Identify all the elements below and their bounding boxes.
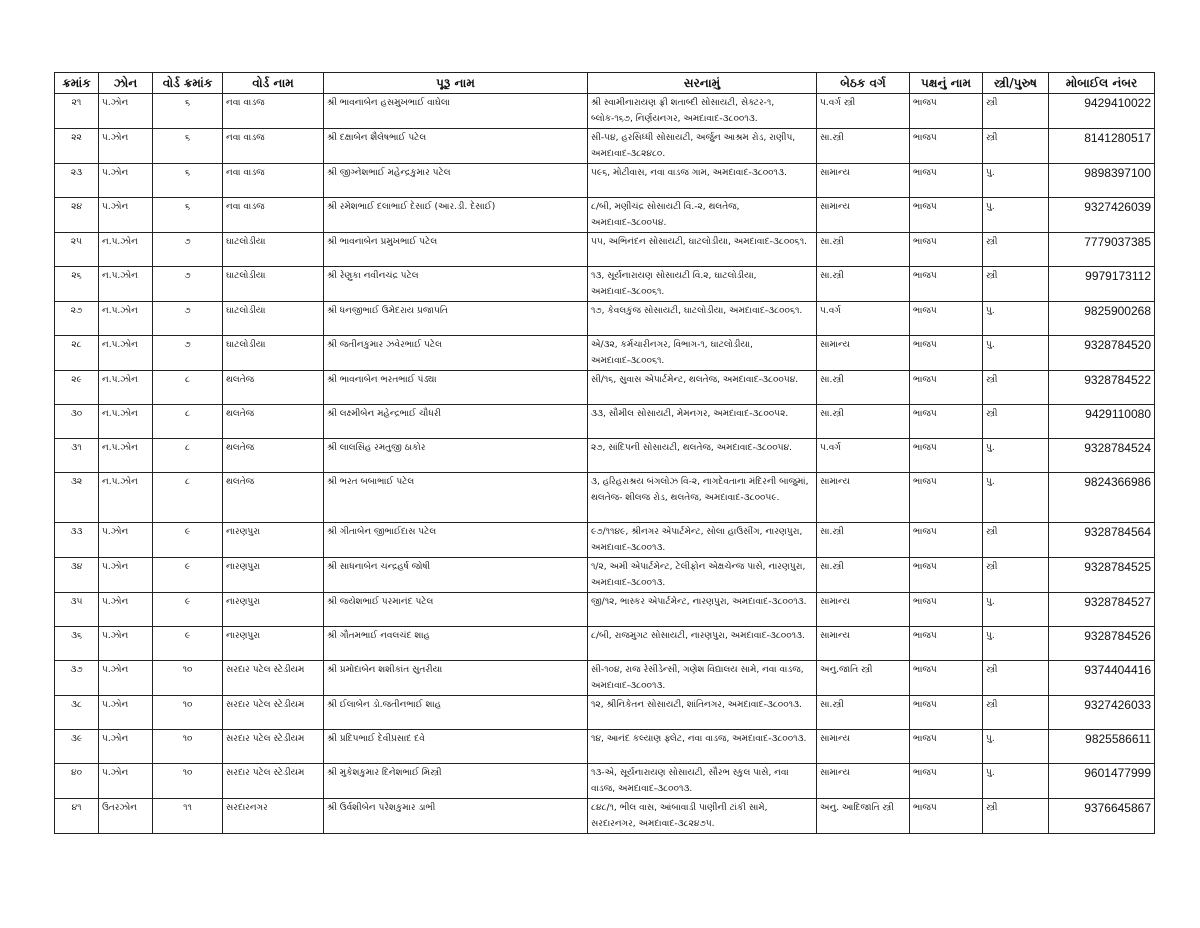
table-row [55, 661, 1155, 696]
cell-gender: સ્ત્રી [983, 371, 1049, 405]
table-row [55, 627, 1155, 661]
cell-gender: પુ. [983, 336, 1049, 371]
cell-full-name: શ્રી ગૌતમભાઈ નવલચંદ શાહ [324, 627, 588, 661]
cell-seat-category: સા.સ્ત્રી [817, 523, 910, 558]
col-header-ward-name: વોર્ડ નામ [223, 73, 324, 94]
cell-zone: ઉતરઝોન [99, 799, 153, 834]
col-header-gender: સ્ત્રી/પુરુષ [983, 73, 1049, 94]
cell-full-name: શ્રી દક્ષાબેન શૈલેષભાઈ પટેલ [324, 129, 588, 164]
cell-serial: ૩૬ [55, 627, 99, 661]
cell-seat-category: સામાન્ય [817, 164, 910, 198]
cell-address: સી-૫૪, હરસિધ્ધી સોસાયટી, અર્જુન આશ્રમ રોડ, રાણીપ, અમદાવાદ-૩૮૨૪૮૦. [588, 129, 817, 164]
cell-ward-no: ૮ [153, 439, 223, 473]
col-header-ward-no: વોર્ડ ક્રમાંક [153, 73, 223, 94]
cell-ward-name: નારણપુરા [223, 593, 324, 627]
cell-ward-no: ૧૧ [153, 799, 223, 834]
cell-ward-name: થલતેજ [223, 405, 324, 439]
cell-zone: ન.પ.ઝોન [99, 405, 153, 439]
cell-serial: ૩૮ [55, 696, 99, 730]
cell-party: ભાજપ [910, 164, 983, 198]
cell-full-name: શ્રી ગીતાબેન જીભાઈદાસ પટેલ [324, 523, 588, 558]
cell-seat-category: પ.વર્ગ સ્ત્રી [817, 94, 910, 129]
cell-gender: સ્ત્રી [983, 799, 1049, 834]
cell-address: ૧૨, શ્રીનિકેતન સોસાયટી, શાંતિનગર, અમદાવાદ-૩૮૦૦૧૩. [588, 696, 817, 730]
cell-party: ભાજપ [910, 627, 983, 661]
cell-seat-category: સામાન્ય [817, 730, 910, 764]
cell-party: ભાજપ [910, 593, 983, 627]
cell-mobile: 9824366986 [1049, 473, 1155, 523]
cell-mobile: 9328784527 [1049, 593, 1155, 627]
cell-gender: પુ. [983, 593, 1049, 627]
cell-zone: પ.ઝોન [99, 129, 153, 164]
cell-ward-no: ૮ [153, 473, 223, 523]
cell-serial: ૪૧ [55, 799, 99, 834]
cell-address: ૫૫, અભિનંદન સોસાયટી, ઘાટલોડીયા, અમદાવાદ-૩૮૦૦૬૧. [588, 233, 817, 267]
cell-ward-no: ૧૦ [153, 730, 223, 764]
cell-zone: પ.ઝોન [99, 558, 153, 593]
table-row [55, 94, 1155, 129]
cell-party: ભાજપ [910, 267, 983, 302]
cell-mobile: 9601477999 [1049, 764, 1155, 799]
cell-gender: સ્ત્રી [983, 523, 1049, 558]
cell-gender: સ્ત્રી [983, 405, 1049, 439]
cell-seat-category: સા.સ્ત્રી [817, 129, 910, 164]
cell-address: ૧૩, સૂર્યનારાયણ સોસાયટી વિ.૨, ઘાટલોડીયા, અમદાવાદ-૩૮૦૦૬૧. [588, 267, 817, 302]
cell-mobile: 9328784564 [1049, 523, 1155, 558]
cell-mobile: 9825900268 [1049, 302, 1155, 336]
cell-ward-no: ૧૦ [153, 661, 223, 696]
cell-mobile: 9328784526 [1049, 627, 1155, 661]
cell-address: જી/૧૨, ભાસ્કર એપાર્ટમેન્ટ, નારણપુરા, અમદાવાદ-૩૮૦૦૧૩. [588, 593, 817, 627]
cell-ward-name: થલતેજ [223, 371, 324, 405]
cell-party: ભાજપ [910, 371, 983, 405]
cell-full-name: શ્રી ભાવનાબેન પ્રમુખભાઈ પટેલ [324, 233, 588, 267]
table-row [55, 523, 1155, 558]
cell-address: ૩૩, સૌમીલ સોસાયટી, મેમનગર, અમદાવાદ-૩૮૦૦૫૨. [588, 405, 817, 439]
cell-party: ભાજપ [910, 473, 983, 523]
cell-mobile: 9328784520 [1049, 336, 1155, 371]
cell-serial: ૨૩ [55, 164, 99, 198]
cell-mobile: 9328784525 [1049, 558, 1155, 593]
cell-serial: ૩૯ [55, 730, 99, 764]
col-header-address: સરનામું [588, 73, 817, 94]
cell-address: એ/૩૨, કર્મચારીનગર, વિભાગ-૧, ઘાટલોડીયા, અમદાવાદ-૩૮૦૦૬૧. [588, 336, 817, 371]
cell-mobile: 9979173112 [1049, 267, 1155, 302]
cell-serial: ૨૧ [55, 94, 99, 129]
cell-zone: પ.ઝોન [99, 661, 153, 696]
cell-full-name: શ્રી લાલસિંહ રમતુજી ઠાકોર [324, 439, 588, 473]
table-row [55, 473, 1155, 523]
cell-ward-name: થલતેજ [223, 473, 324, 523]
table-row [55, 799, 1155, 834]
cell-zone: પ.ઝોન [99, 730, 153, 764]
cell-seat-category: સા.સ્ત્રી [817, 405, 910, 439]
cell-mobile: 9825586611 [1049, 730, 1155, 764]
cell-gender: સ્ત્રી [983, 267, 1049, 302]
cell-party: ભાજપ [910, 233, 983, 267]
cell-address: ૧૪, આનંદ કલ્યાણ ફ્લેટ, નવા વાડજ, અમદાવાદ-૩૮૦૦૧૩. [588, 730, 817, 764]
cell-full-name: શ્રી લક્ષ્મીબેન મહેન્દ્રભાઈ ચૌધરી [324, 405, 588, 439]
cell-ward-name: નારણપુરા [223, 627, 324, 661]
cell-party: ભાજપ [910, 799, 983, 834]
cell-full-name: શ્રી ભાવનાબેન ભરતભાઈ પંડ્યા [324, 371, 588, 405]
cell-zone: ન.પ.ઝોન [99, 233, 153, 267]
table-row [55, 558, 1155, 593]
table-row [55, 129, 1155, 164]
cell-ward-no: ૬ [153, 164, 223, 198]
cell-seat-category: સામાન્ય [817, 473, 910, 523]
cell-full-name: શ્રી ભાવનાબેન હસમુખભાઈ વાઘેલા [324, 94, 588, 129]
cell-seat-category: સામાન્ય [817, 627, 910, 661]
cell-address: ૩, હરિહરાશ્રય બંગલોઝ વિ-૨, નાગદેવતાના મંદિરની બાજુમાં, થલતેજ- શીલજ રોડ, થલતેજ, અમદાવાદ-૩૮૦૦૫૯. [588, 473, 817, 523]
cell-address: ૨૭, સાંદિપની સોસાયટી, થલતેજ, અમદાવાદ-૩૮૦૦૫૪. [588, 439, 817, 473]
col-header-serial: ક્રમાંક [55, 73, 99, 94]
cell-serial: ૩૦ [55, 405, 99, 439]
cell-ward-no: ૬ [153, 94, 223, 129]
cell-ward-name: ઘાટલોડીયા [223, 302, 324, 336]
cell-party: ભાજપ [910, 94, 983, 129]
cell-gender: પુ. [983, 164, 1049, 198]
cell-mobile: 9328784524 [1049, 439, 1155, 473]
cell-ward-name: નારણપુરા [223, 558, 324, 593]
cell-seat-category: અનુ. આદિજાતિ સ્ત્રી [817, 799, 910, 834]
cell-mobile: 9327426033 [1049, 696, 1155, 730]
cell-mobile: 9898397100 [1049, 164, 1155, 198]
cell-zone: પ.ઝોન [99, 164, 153, 198]
cell-address: શ્રી સ્વામીનારાયણ ફ્રી શતાબ્દી સોસાયટી, સેક્ટર-૧, બ્લોક-૧૬૭, નિર્ણયનગર, અમદાવાદ-૩૮૦૦૧૩. [588, 94, 817, 129]
cell-serial: ૨૪ [55, 198, 99, 233]
cell-zone: ન.પ.ઝોન [99, 267, 153, 302]
table-row [55, 233, 1155, 267]
cell-ward-no: ૭ [153, 233, 223, 267]
cell-party: ભાજપ [910, 302, 983, 336]
cell-address: ૮/બી, રાજમુગટ સોસાયટી, નારણપુરા, અમદાવાદ-૩૮૦૦૧૩. [588, 627, 817, 661]
cell-ward-name: નવા વાડજ [223, 94, 324, 129]
cell-party: ભાજપ [910, 198, 983, 233]
cell-ward-name: નારણપુરા [223, 523, 324, 558]
cell-ward-name: સરદાર પટેલ સ્ટેડીયમ [223, 764, 324, 799]
cell-address: ૧/૨, અમી એપાર્ટમેન્ટ, ટેલીફોન એક્ષચેન્જ પાસે, નારણપુરા, અમદાવાદ-૩૮૦૦૧૩. [588, 558, 817, 593]
cell-ward-no: ૬ [153, 129, 223, 164]
cell-gender: પુ. [983, 302, 1049, 336]
cell-gender: પુ. [983, 473, 1049, 523]
col-header-zone: ઝોન [99, 73, 153, 94]
cell-mobile: 9374404416 [1049, 661, 1155, 696]
cell-zone: ન.પ.ઝોન [99, 473, 153, 523]
cell-zone: પ.ઝોન [99, 523, 153, 558]
cell-zone: ન.પ.ઝોન [99, 371, 153, 405]
cell-mobile: 9327426039 [1049, 198, 1155, 233]
cell-seat-category: સા.સ્ત્રી [817, 371, 910, 405]
table-body [55, 94, 1155, 834]
cell-zone: પ.ઝોન [99, 198, 153, 233]
cell-gender: પુ. [983, 198, 1049, 233]
cell-ward-name: સરદાર પટેલ સ્ટેડીયમ [223, 661, 324, 696]
cell-full-name: શ્રી જયેશભાઈ પરમાનંદ પટેલ [324, 593, 588, 627]
table-row [55, 336, 1155, 371]
cell-party: ભાજપ [910, 730, 983, 764]
cell-full-name: શ્રી ઈલાબેન ડો.જતીનભાઈ શાહ [324, 696, 588, 730]
cell-ward-no: ૭ [153, 267, 223, 302]
cell-serial: ૪૦ [55, 764, 99, 799]
cell-seat-category: સામાન્ય [817, 764, 910, 799]
cell-ward-name: સરદારનગર [223, 799, 324, 834]
cell-ward-name: સરદાર પટેલ સ્ટેડીયમ [223, 730, 324, 764]
cell-seat-category: સા.સ્ત્રી [817, 267, 910, 302]
table-row [55, 267, 1155, 302]
table-row [55, 405, 1155, 439]
cell-seat-category: પ.વર્ગ [817, 302, 910, 336]
table-row [55, 593, 1155, 627]
cell-ward-no: ૭ [153, 302, 223, 336]
cell-zone: પ.ઝોન [99, 94, 153, 129]
table-row [55, 302, 1155, 336]
cell-ward-no: ૯ [153, 627, 223, 661]
cell-gender: સ્ત્રી [983, 94, 1049, 129]
cell-full-name: શ્રી પ્રમોદાબેન શશીકાંત સુતરીયા [324, 661, 588, 696]
cell-address: સી/૧૬, સુવાસ એપાર્ટમેન્ટ, થલતેજ, અમદાવાદ-૩૮૦૦૫૪. [588, 371, 817, 405]
cell-serial: ૩૭ [55, 661, 99, 696]
cell-serial: ૩૩ [55, 523, 99, 558]
cell-zone: પ.ઝોન [99, 627, 153, 661]
cell-gender: સ્ત્રી [983, 233, 1049, 267]
table-row [55, 730, 1155, 764]
cell-party: ભાજપ [910, 439, 983, 473]
cell-full-name: શ્રી ઉર્વશીબેન પરેશકુમાર ડાભી [324, 799, 588, 834]
cell-party: ભાજપ [910, 764, 983, 799]
cell-ward-name: નવા વાડજ [223, 164, 324, 198]
cell-full-name: શ્રી સાધનાબેન ચન્દ્રહર્ષ જોષી [324, 558, 588, 593]
cell-ward-name: ઘાટલોડીયા [223, 267, 324, 302]
header-row [55, 73, 1155, 94]
cell-address: ૫૯૬, મોટીવાસ, નવા વાડજ ગામ, અમદાવાદ-૩૮૦૦૧૩. [588, 164, 817, 198]
cell-full-name: શ્રી ધનજીભાઈ ઉમેદરાય પ્રજાપતિ [324, 302, 588, 336]
cell-ward-no: ૮ [153, 371, 223, 405]
cell-seat-category: સા.સ્ત્રી [817, 233, 910, 267]
cell-full-name: શ્રી જીગ્નેશભાઈ મહેન્દ્રકુમાર પટેલ [324, 164, 588, 198]
cell-serial: ૨૯ [55, 371, 99, 405]
col-header-full-name: પૂરૂ નામ [324, 73, 588, 94]
cell-mobile: 8141280517 [1049, 129, 1155, 164]
cell-serial: ૨૮ [55, 336, 99, 371]
cell-full-name: શ્રી રેણુકા નવીનચંદ્ર પટેલ [324, 267, 588, 302]
councillor-table [54, 72, 1155, 834]
table-row [55, 371, 1155, 405]
cell-serial: ૨૨ [55, 129, 99, 164]
cell-party: ભાજપ [910, 336, 983, 371]
cell-full-name: શ્રી રમેશભાઈ દલાભાઈ દેસાઈ (આર.ડી. દેસાઈ) [324, 198, 588, 233]
cell-mobile: 9429110080 [1049, 405, 1155, 439]
cell-party: ભાજપ [910, 523, 983, 558]
cell-seat-category: સા.સ્ત્રી [817, 558, 910, 593]
cell-gender: પુ. [983, 627, 1049, 661]
cell-zone: ન.પ.ઝોન [99, 439, 153, 473]
cell-gender: પુ. [983, 730, 1049, 764]
cell-seat-category: સામાન્ય [817, 593, 910, 627]
cell-ward-name: નવા વાડજ [223, 129, 324, 164]
cell-seat-category: સામાન્ય [817, 336, 910, 371]
cell-party: ભાજપ [910, 558, 983, 593]
cell-ward-no: ૯ [153, 523, 223, 558]
cell-zone: ન.પ.ઝોન [99, 302, 153, 336]
cell-address: ૧૩-એ, સૂર્યનારાયણ સોસાયટી, સૌરભ સ્કુલ પાસે, નવા વાડજ, અમદાવાદ-૩૮૦૦૧૩. [588, 764, 817, 799]
cell-party: ભાજપ [910, 696, 983, 730]
cell-gender: સ્ત્રી [983, 696, 1049, 730]
cell-party: ભાજપ [910, 129, 983, 164]
cell-serial: ૩૧ [55, 439, 99, 473]
cell-address: ૧૭, કેવલકુંજ સોસાયટી, ઘાટલોડીયા, અમદાવાદ-૩૮૦૦૬૧. [588, 302, 817, 336]
cell-seat-category: સા.સ્ત્રી [817, 696, 910, 730]
cell-zone: પ.ઝોન [99, 764, 153, 799]
cell-address: ૯૭/૧૧૪૯, શ્રીનગર એપાર્ટમેન્ટ, સોલા હાઉસીંગ, નારણપુરા, અમદાવાદ-૩૮૦૦૧૩. [588, 523, 817, 558]
cell-mobile: 9376645867 [1049, 799, 1155, 834]
cell-mobile: 9328784522 [1049, 371, 1155, 405]
col-header-mobile: મોબાઈલ નંબર [1049, 73, 1155, 94]
cell-ward-name: નવા વાડજ [223, 198, 324, 233]
table-row [55, 764, 1155, 799]
cell-ward-no: ૯ [153, 558, 223, 593]
cell-gender: પુ. [983, 764, 1049, 799]
cell-gender: સ્ત્રી [983, 558, 1049, 593]
cell-ward-no: ૬ [153, 198, 223, 233]
cell-party: ભાજપ [910, 405, 983, 439]
cell-gender: સ્ત્રી [983, 661, 1049, 696]
col-header-seat-category: બેઠક વર્ગ [817, 73, 910, 94]
cell-full-name: શ્રી જતીનકુમાર ઝવેરભાઈ પટેલ [324, 336, 588, 371]
table-row [55, 439, 1155, 473]
cell-address: ૮/બી, મણીચંદ્ર સોસાયટી વિ.-૨, થલતેજ, અમદાવાદ-૩૮૦૦૫૪. [588, 198, 817, 233]
cell-ward-no: ૭ [153, 336, 223, 371]
cell-ward-no: ૯ [153, 593, 223, 627]
cell-seat-category: સામાન્ય [817, 198, 910, 233]
cell-serial: ૨૬ [55, 267, 99, 302]
cell-mobile: 9429410022 [1049, 94, 1155, 129]
table-row [55, 198, 1155, 233]
cell-gender: પુ. [983, 439, 1049, 473]
cell-serial: ૨૫ [55, 233, 99, 267]
cell-full-name: શ્રી મુકેશકુમાર દિનેશભાઈ મિસ્ત્રી [324, 764, 588, 799]
cell-ward-name: થલતેજ [223, 439, 324, 473]
cell-full-name: શ્રી પ્રદિપભાઈ દેવીપ્રસાદ દવે [324, 730, 588, 764]
cell-full-name: શ્રી ભરત બબાભાઈ પટેલ [324, 473, 588, 523]
cell-ward-no: ૧૦ [153, 696, 223, 730]
cell-serial: ૨૭ [55, 302, 99, 336]
cell-ward-name: ઘાટલોડીયા [223, 336, 324, 371]
cell-zone: પ.ઝોન [99, 696, 153, 730]
col-header-party: પક્ષનું નામ [910, 73, 983, 94]
cell-serial: ૩૫ [55, 593, 99, 627]
cell-party: ભાજપ [910, 661, 983, 696]
cell-zone: ન.પ.ઝોન [99, 336, 153, 371]
cell-serial: ૩૪ [55, 558, 99, 593]
cell-zone: પ.ઝોન [99, 593, 153, 627]
cell-address: સી-૧૦૪, રાજ રેસીડેન્સી, ગણેશ વિદ્યાલય સામે, નવા વાડજ, અમદાવાદ-૩૮૦૦૧૩. [588, 661, 817, 696]
cell-mobile: 7779037385 [1049, 233, 1155, 267]
cell-serial: ૩૨ [55, 473, 99, 523]
cell-ward-name: ઘાટલોડીયા [223, 233, 324, 267]
table-row [55, 696, 1155, 730]
cell-ward-no: ૮ [153, 405, 223, 439]
cell-address: ૮૪૮/૧, ભીલ વાસ, આંબાવાડી પાણીની ટાંકી સામે, સરદારનગર, અમદાવાદ-૩૮૨૪૭૫. [588, 799, 817, 834]
cell-seat-category: અનુ.જાતિ સ્ત્રી [817, 661, 910, 696]
cell-seat-category: પ.વર્ગ [817, 439, 910, 473]
table-row [55, 164, 1155, 198]
cell-ward-name: સરદાર પટેલ સ્ટેડીયમ [223, 696, 324, 730]
cell-ward-no: ૧૦ [153, 764, 223, 799]
cell-gender: સ્ત્રી [983, 129, 1049, 164]
